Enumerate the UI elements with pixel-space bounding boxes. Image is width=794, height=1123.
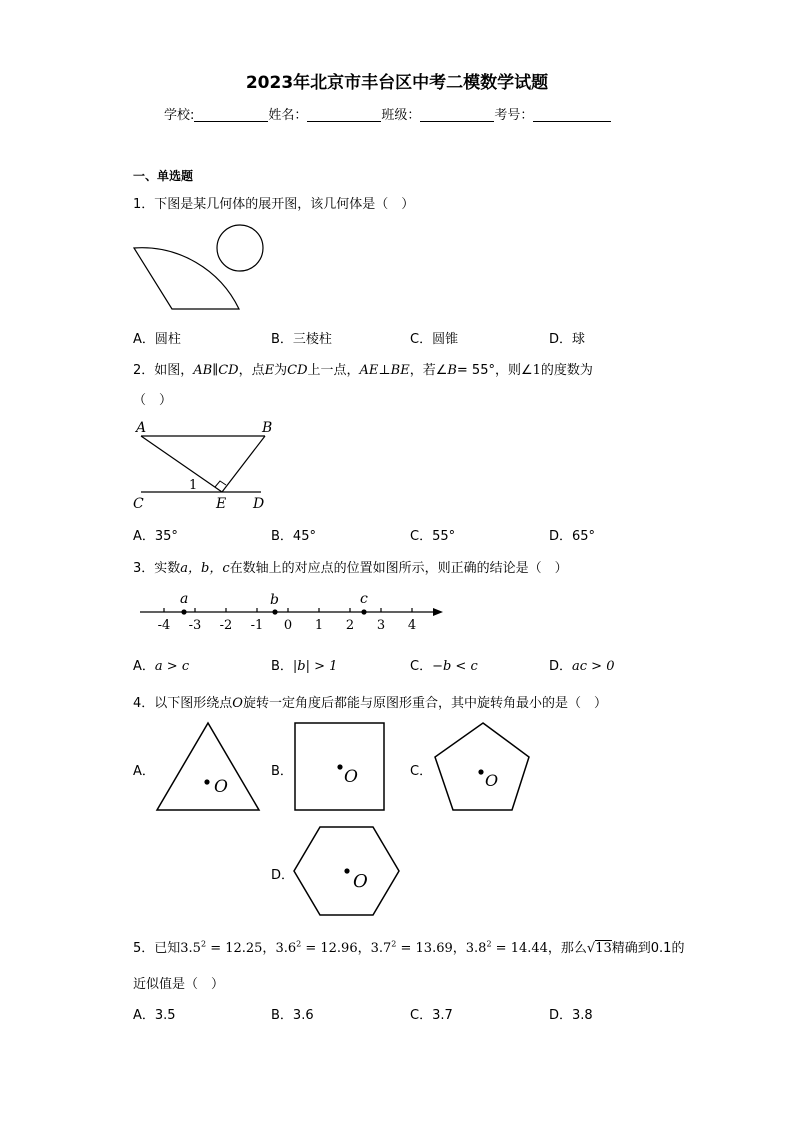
label-c: C (133, 496, 144, 512)
page-title: 2023年北京市丰台区中考二模数学试题 (245, 73, 549, 93)
q3-option-c-expr: −b < c (432, 659, 478, 674)
q1-option-c[interactable]: C．圆锥 (410, 332, 459, 347)
q5-mid: 那么 (560, 941, 587, 956)
q5-radicand: 13 (595, 941, 612, 956)
school-label: 学校: (164, 108, 195, 123)
q5-option-b[interactable]: B．3.6 (271, 1008, 314, 1023)
q2-e: E (264, 363, 275, 378)
question-1-text: 1．下图是某几何体的展开图，该几何体是（ ） (133, 197, 415, 212)
sqrt-symbol: √ (586, 941, 596, 956)
square-center (337, 764, 342, 769)
q3-option-b-expr: |b| > 1 (292, 659, 338, 674)
q2-option-c[interactable]: C．55° (410, 529, 456, 544)
q3-option-d-label: D． (549, 659, 573, 674)
q5-eq3-val: = 13.69， (396, 941, 466, 956)
q3-option-c-label: C． (410, 659, 433, 674)
q2-ab-cd: AB∥CD (193, 363, 239, 378)
q5-eq2-sup: 2 (296, 939, 302, 949)
q2-option-b[interactable]: B．45° (271, 529, 316, 544)
label-angle-1: 1 (189, 478, 198, 493)
exam-number-label: 考号： (494, 108, 534, 123)
q5-eq3-base: 3.7 (370, 941, 392, 956)
q3-option-d-expr: ac > 0 (572, 659, 615, 674)
pentagon-center-label: O (485, 771, 499, 790)
name-label: 姓名： (268, 108, 308, 123)
triangle-center-label: O (214, 777, 228, 797)
q3-option-a-expr: a > c (154, 659, 190, 674)
q4-option-d-label[interactable]: D． (271, 868, 295, 883)
q4-option-c-label[interactable]: C． (410, 764, 433, 779)
q1-option-d[interactable]: D．球 (549, 332, 586, 347)
q4-suffix: 旋转一定角度后都能与原图形重合，其中旋转角最小的是（ ） (242, 696, 607, 711)
label-d: D (253, 496, 265, 512)
pentagon-shape (435, 723, 529, 810)
tick-label: 0 (283, 618, 293, 633)
q1-option-b[interactable]: B．三棱柱 (271, 332, 332, 347)
tick-label: 3 (376, 618, 386, 633)
q5-eq1-sup: 2 (200, 939, 207, 949)
label-a: A (136, 420, 147, 436)
triangle-shape (157, 723, 259, 810)
section-title: 一、单选题 (133, 169, 194, 183)
tick-label: -1 (250, 618, 264, 633)
q3-option-b-label: B． (271, 659, 293, 674)
tick-label: 4 (407, 618, 417, 633)
q5-eq3-sup: 2 (391, 939, 397, 949)
q2-text-7: 的度数为 (540, 363, 593, 378)
question-5-text (133, 937, 684, 956)
q5-eq4-val: = 14.44， (491, 941, 561, 956)
tick-label: 2 (345, 618, 355, 633)
hexagon-center (344, 868, 349, 873)
q5-eq1-base: 3.5 (180, 941, 201, 956)
q5-suffix: 精确到0.1的 (611, 941, 685, 956)
q5-eq2-val: = 12.96， (301, 941, 371, 956)
q4-option-b-label[interactable]: B． (271, 764, 293, 779)
triangle-center (204, 779, 209, 784)
q5-prefix: 5．已知 (133, 941, 181, 956)
q3-option-a-label: A． (133, 659, 155, 674)
q2-text-4: 上一点， (307, 363, 360, 378)
square-center-label: O (344, 767, 358, 787)
q2-number: 2．如图， (133, 363, 194, 378)
q3-prefix: 3．实数 (133, 561, 181, 576)
q2-text-6: = 55°，则∠ (456, 363, 533, 378)
tick-label: -4 (157, 618, 171, 633)
q2-b: B (447, 363, 457, 378)
q2-text-5: ，若∠ (409, 363, 448, 378)
class-label: 班级： (381, 108, 421, 123)
q2-option-a[interactable]: A．35° (133, 529, 178, 544)
q5-option-c[interactable]: C．3.7 (410, 1008, 453, 1023)
q2-paren: （ ） (133, 393, 173, 408)
q2-text-3: 为 (274, 363, 288, 378)
q2-one: 1 (532, 363, 541, 378)
q4-prefix: 4．以下图形绕点 (133, 696, 233, 711)
q2-text-2: ，点 (238, 363, 265, 378)
q3-suffix: 在数轴上的对应点的位置如图所示，则正确的结论是（ ） (229, 561, 568, 576)
q5-line-2: 近似值是（ ） (133, 977, 225, 992)
q2-ae-be: AE⊥BE (359, 363, 410, 378)
q5-option-a[interactable]: A．3.5 (133, 1008, 176, 1023)
q4-option-a-label[interactable]: A． (133, 764, 155, 779)
point-a-label: a (180, 591, 189, 607)
q5-eq4-base: 3.8 (465, 941, 487, 956)
tick-label: -3 (188, 618, 202, 633)
pentagon-center (478, 769, 483, 774)
q1-option-a[interactable]: A．圆柱 (133, 332, 181, 347)
q2-option-d[interactable]: D．65° (549, 529, 596, 544)
q5-eq4-sup: 2 (486, 939, 492, 949)
q3-vars: a，b，c (180, 561, 230, 576)
q4-o: O (232, 696, 243, 711)
hexagon-center-label: O (353, 871, 368, 892)
q5-eq1-val: = 12.25， (206, 941, 276, 956)
point-c-label: c (360, 591, 368, 607)
label-e: E (216, 496, 227, 512)
tick-label: -2 (219, 618, 233, 633)
q5-eq2-base: 3.6 (275, 941, 297, 956)
point-b-label: b (270, 592, 279, 608)
q2-cd: CD (287, 363, 308, 378)
tick-label: 1 (314, 618, 324, 633)
label-b: B (262, 420, 273, 436)
q5-option-d[interactable]: D．3.8 (549, 1008, 593, 1023)
